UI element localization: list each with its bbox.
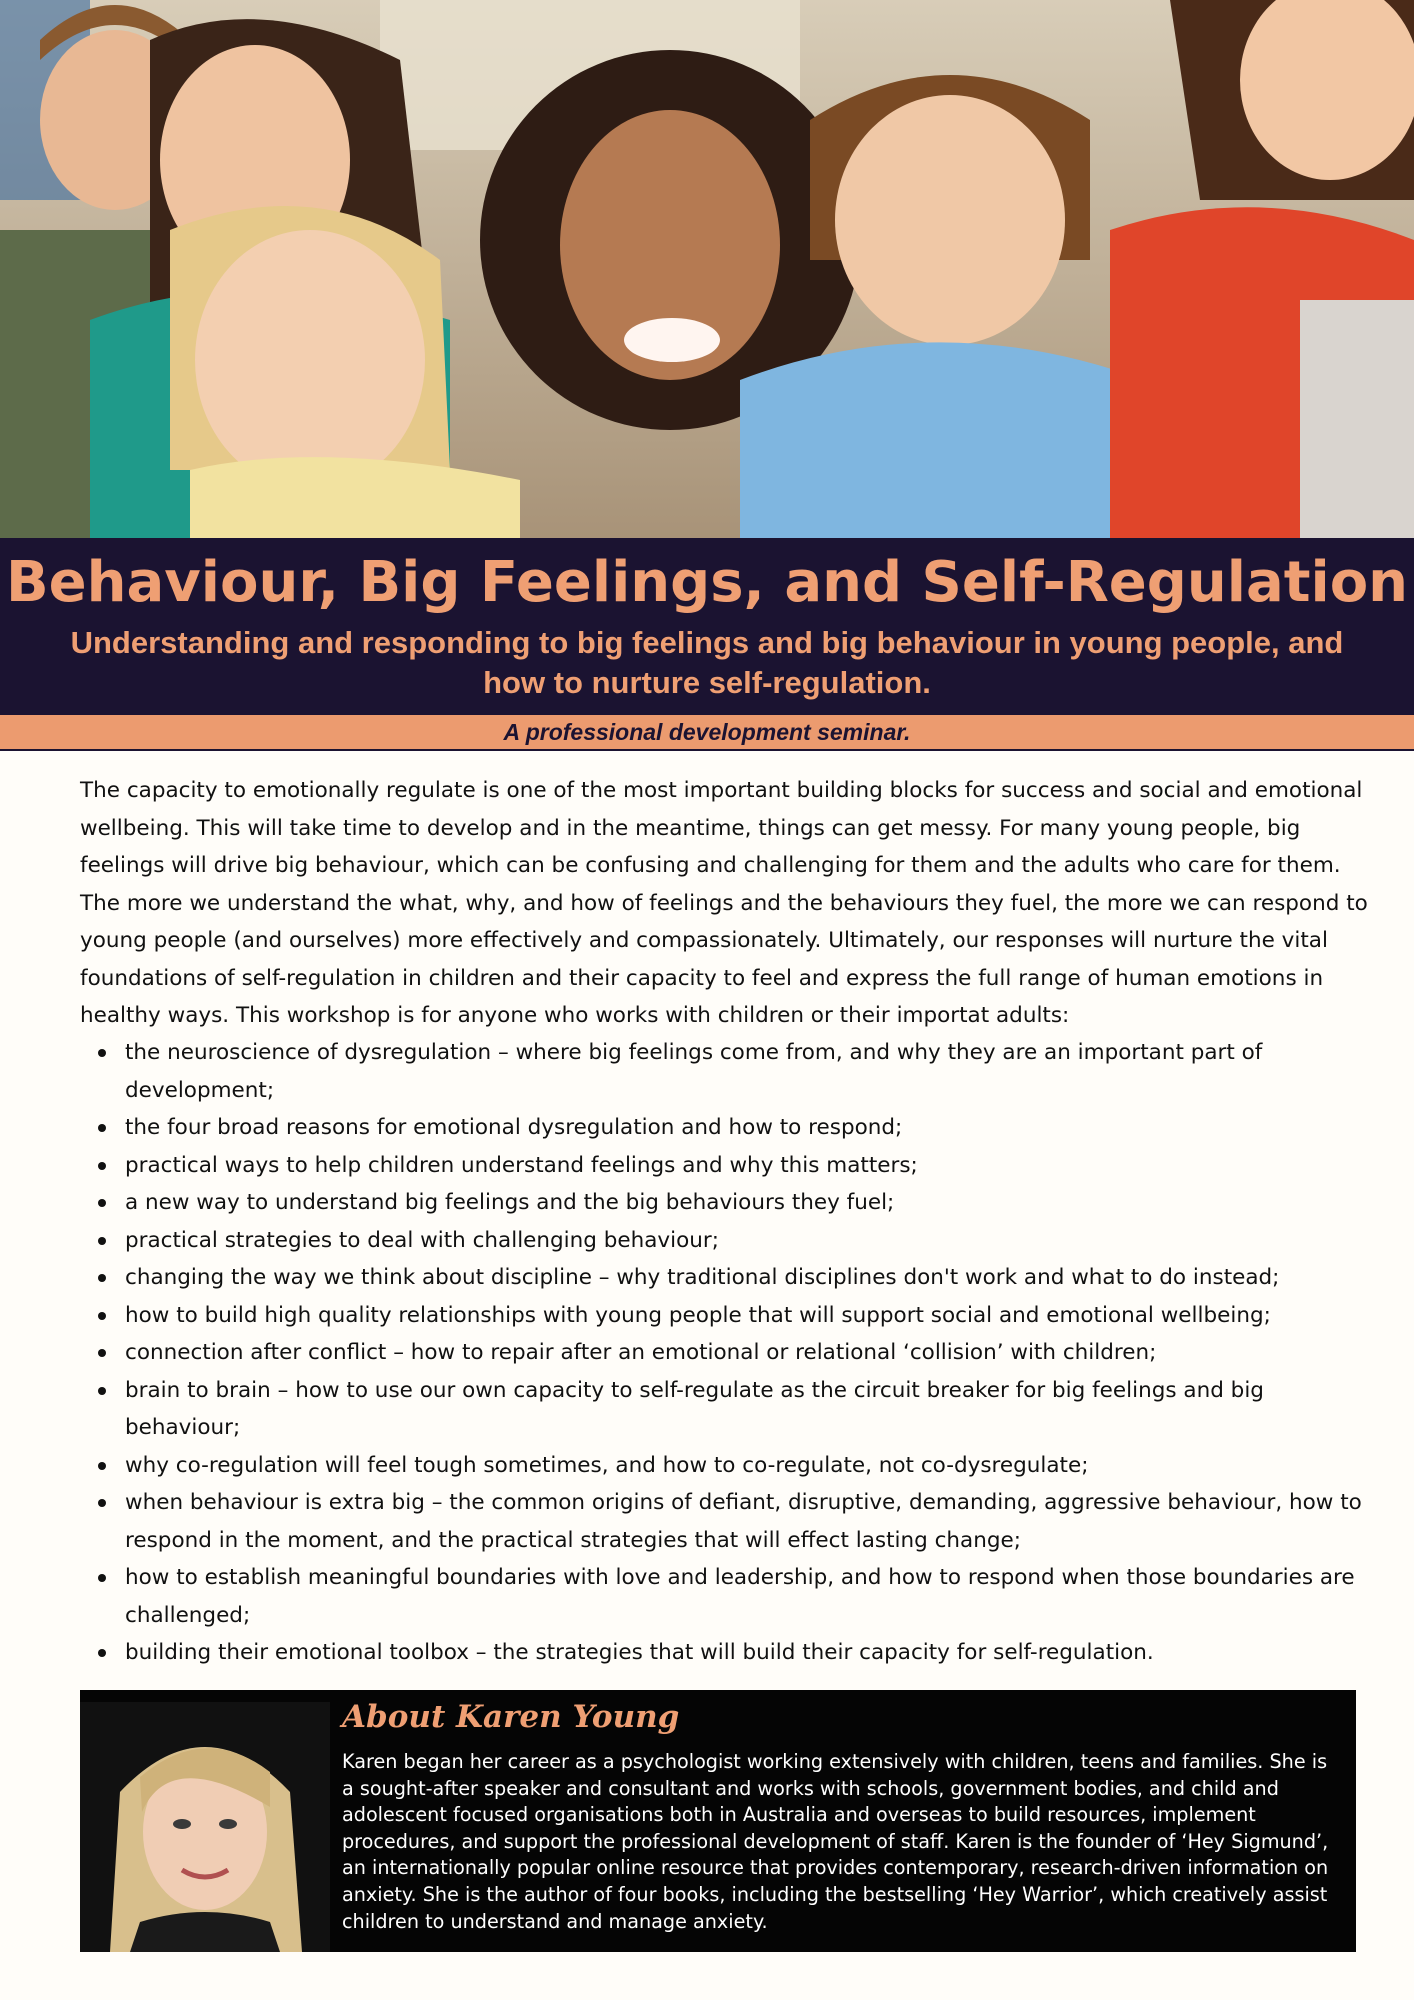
list-item: the neuroscience of dysregulation – where big feelings come from, and why they are an important part of development; [80,1034,1375,1109]
seminar-label: A professional development seminar. [503,719,911,745]
bullet-icon [98,1349,106,1357]
list-item: a new way to understand big feelings and the big behaviours they fuel; [80,1184,1375,1222]
list-item: practical ways to help children understand feelings and why this matters; [80,1147,1375,1185]
list-item: changing the way we think about discipline – why traditional disciplines don't work and what to do instead; [80,1259,1375,1297]
presenter-photo [80,1702,330,1952]
bullet-icon [98,1049,106,1057]
bullet-icon [98,1499,106,1507]
bullet-icon [98,1124,106,1132]
bullet-icon [98,1312,106,1320]
page-title: Behaviour, Big Feelings, and Self-Regulation [5,550,1409,615]
bullet-icon [98,1462,106,1470]
about-text: Karen began her career as a psychologist working extensively with children, teens and families. She is a sought-after speaker and consultant and works with schools, government bodies, and child and adolescent focused organisations both in Australia and overseas to build resources, implement procedures, and support the professional development of staff. Karen is the founder of ‘Hey Sigmund’, an internationally popular online resource that provides contemporary, research-driven information on anxiety. She is the author of four books, including the bestselling ‘Hey Warrior’, which creatively assist children to understand and manage anxiety. [342,1750,1329,1933]
bullet-icon [98,1237,106,1245]
list-item: how to establish meaningful boundaries with love and leadership, and how to respond when those boundaries are challenged; [80,1559,1375,1634]
list-item: how to build high quality relationships with young people that will support social and emotional wellbeing; [80,1297,1375,1335]
list-item: practical strategies to deal with challenging behaviour; [80,1222,1375,1260]
list-item: building their emotional toolbox – the strategies that will build their capacity for self-regulation. [80,1634,1375,1672]
bullet-icon [98,1199,106,1207]
bullet-icon [98,1162,106,1170]
list-item: the four broad reasons for emotional dysregulation and how to respond; [80,1109,1375,1147]
list-item: why co-regulation will feel tough sometimes, and how to co-regulate, not co-dysregulate; [80,1447,1375,1485]
intro-paragraph: The capacity to emotionally regulate is one of the most important building blocks for success and social and emotional wellbeing. This will take time to develop and in the meantime, things can get messy. For many young people, big feelings will drive big behaviour, which can be confusing and challenging for them and the adults who care for them. The more we understand the what, why, and how of feelings and the behaviours they fuel, the more we can respond to young people (and ourselves) more effectively and compassionately. Ultimately, our responses will nurture the vital foundations of self-regulation in children and their capacity to feel and express the full range of human emotions in healthy ways. This workshop is for anyone who works with children or their importat adults: [80,778,1368,1028]
bullet-icon [98,1274,106,1282]
list-item: connection after conflict – how to repair after an emotional or relational ‘collision’ with children; [80,1334,1375,1372]
bullet-icon [98,1387,106,1395]
list-item: when behaviour is extra big – the common origins of defiant, disruptive, demanding, aggressive behaviour, how to respond in the moment, and the practical strategies that will effect lasting change; [80,1484,1375,1559]
about-heading: About Karen Young [342,1699,680,1735]
portrait-icon [80,1702,330,1952]
bullet-icon [98,1574,106,1582]
page-subtitle: Understanding and responding to big feelings and big behaviour in young people, and how to nurture self-regulation. [70,625,1344,700]
hero-photo [0,0,1414,538]
children-laughing-photo [0,0,1414,538]
list-item: brain to brain – how to use our own capacity to self-regulate as the circuit breaker for big feelings and big behaviour; [80,1372,1375,1447]
topics-list [80,1034,1375,1672]
bullet-icon [98,1649,106,1657]
